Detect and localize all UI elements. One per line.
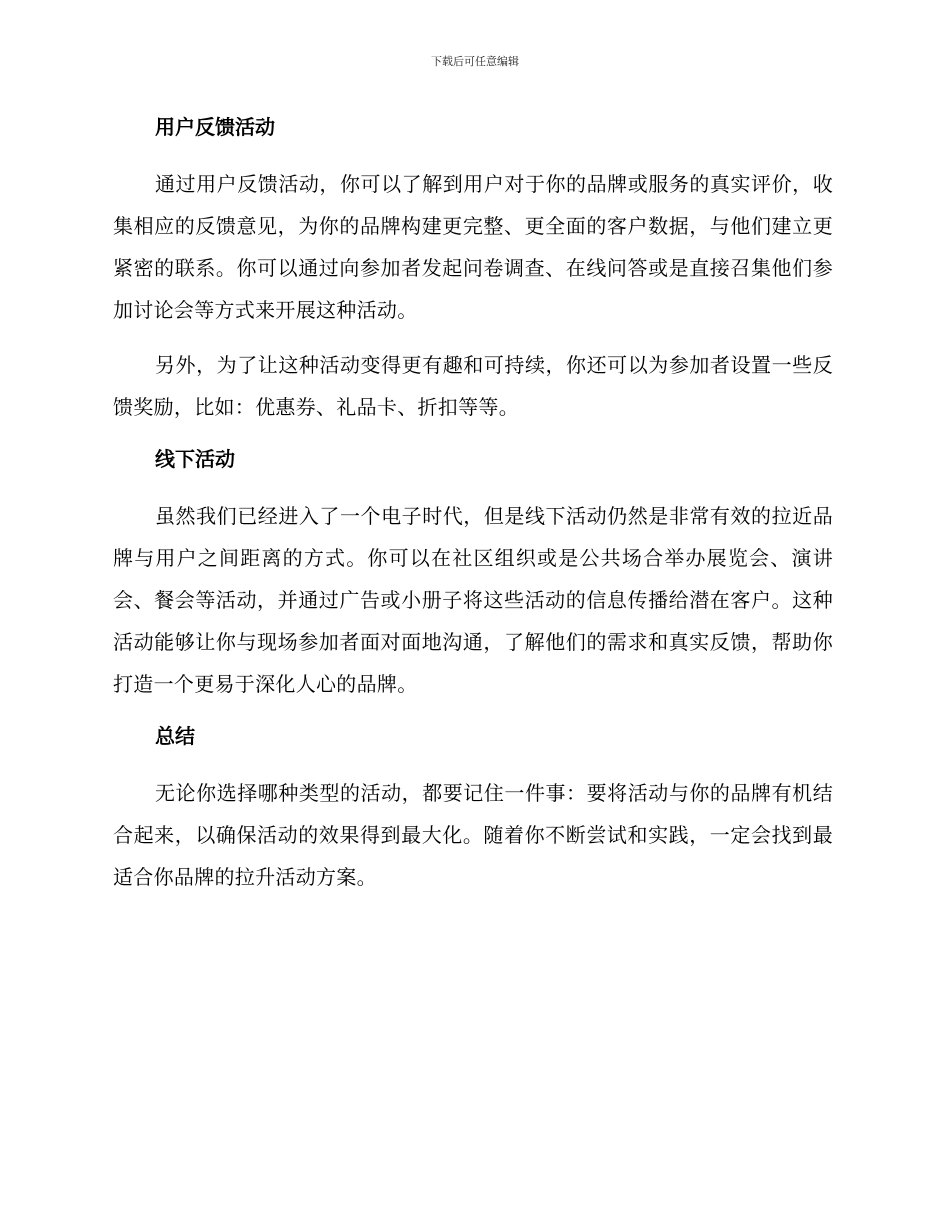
paragraph: 另外，为了让这种活动变得更有趣和可持续，你还可以为参加者设置一些反馈奖励，比如：优惠券、礼品卡、折扣等等。	[113, 353, 833, 419]
paragraph: 无论你选择哪种类型的活动，都要记住一件事：要将活动与你的品牌有机结合起来，以确保活动的效果得到最大化。随着你不断尝试和实践，一定会找到最适合你品牌的拉升活动方案。	[113, 781, 833, 889]
section-heading-offline-events: 线下活动	[155, 447, 235, 471]
page-header: 下载后可任意编辑	[431, 55, 519, 68]
section-heading-user-feedback: 用户反馈活动	[155, 115, 275, 139]
paragraph: 通过用户反馈活动，你可以了解到用户对于你的品牌或服务的真实评价，收集相应的反馈意见，为你的品牌构建更完整、更全面的客户数据，与他们建立更紧密的联系。你可以通过向参加者发起问卷调查、在线问答或是直接召集他们参加讨论会等方式来开展这种活动。	[113, 172, 833, 322]
paragraph: 虽然我们已经进入了一个电子时代，但是线下活动仍然是非常有效的拉近品牌与用户之间距离的方式。你可以在社区组织或是公共场合举办展览会、演讲会、餐会等活动，并通过广告或小册子将这些活动的信息传播给潜在客户。这种活动能够让你与现场参加者面对面地沟通，了解他们的需求和真实反馈，帮助你打造一个更易于深化人心的品牌。	[113, 504, 833, 696]
document-body	[113, 108, 833, 898]
section-heading-summary: 总结	[155, 724, 195, 748]
